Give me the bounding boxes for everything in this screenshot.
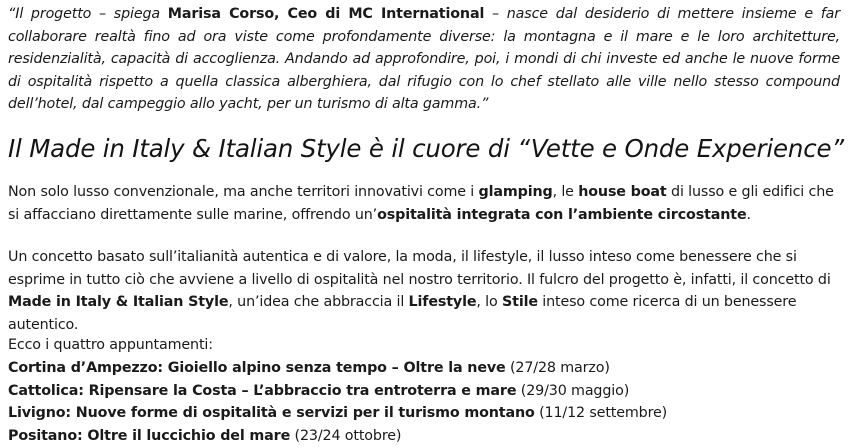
- bold-run: ospitalità integrata con l’ambiente circostante: [377, 206, 747, 223]
- quote-paragraph: [8, 3, 840, 116]
- text-run: , un’idea che abbraccia il: [228, 294, 409, 310]
- bold-run: Stile: [502, 294, 538, 310]
- event-date: (29/30 maggio): [516, 382, 630, 399]
- text-run: di lusso e gli edifici che si affacciano direttamente sulle marine, offrendo un’: [8, 184, 834, 223]
- paragraph-concept: [8, 246, 844, 336]
- event-title: Livigno: Nuove forme di ospitalità e servizi per il turismo montano: [8, 405, 535, 421]
- text-run: Un concetto basato sull’italianità autentica e di valore, la moda, il lifestyle, il lusso inteso come benessere che si esprime in tutto ciò che avviene a livello di ospitalità nel nostro territorio. Il fulcro del progetto è, infatti, il concetto di: [8, 249, 831, 288]
- event-title: Cattolica: Ripensare la Costa – L’abbraccio tra entroterra e mare: [8, 382, 517, 399]
- section-heading: Il Made in Italy & Italian Style è il cuore di “Vette e Onde Experience”: [8, 134, 844, 163]
- text-run: .: [746, 206, 751, 223]
- quote-text: – nasce dal desiderio di mettere insieme e far collaborare realtà fino ad ora viste come profondamente diverse: la montagna e il mare e le loro architetture, residenzialità, capacità di accoglienza. Andando ad approfondire, poi, i mondi di chi investe ed anche le nuove forme di ospitalità rispetto a quella classica alberghiera, dal rifugio con lo chef stellato alle ville nello stesso compound dell’hotel, dal campeggio allo yacht, per un turismo di alta gamma.”: [8, 6, 840, 112]
- event-date: (11/12 settembre): [534, 405, 668, 421]
- event-date: (27/28 marzo): [505, 360, 610, 376]
- list-item: [8, 357, 667, 380]
- text-run: , lo: [476, 294, 502, 310]
- event-title: Positano: Oltre il luccichio del mare: [8, 427, 291, 444]
- bold-run: Made in Italy & Italian Style: [8, 294, 229, 310]
- bold-run: Lifestyle: [408, 294, 477, 310]
- event-date: (23/24 ottobre): [290, 427, 402, 444]
- bold-run: glamping: [478, 184, 553, 200]
- text-run: Non solo lusso convenzionale, ma anche territori innovativi come i: [8, 184, 479, 200]
- text-run: , le: [552, 184, 579, 200]
- event-title: Cortina d’Ampezzo: Gioiello alpino senza tempo – Oltre la neve: [8, 360, 506, 376]
- text-run: inteso come ricerca di un benessere autentico.: [8, 294, 797, 333]
- quote-open: “Il progetto – spiega: [8, 6, 168, 22]
- bold-run: house boat: [578, 184, 667, 200]
- paragraph-hospitality: [8, 181, 844, 226]
- list-item: [8, 425, 667, 448]
- quote-speaker: Marisa Corso, Ceo di MC International: [167, 6, 485, 22]
- list-item: [8, 380, 667, 403]
- events-list: [8, 357, 667, 447]
- events-intro: Ecco i quattro appuntamenti:: [8, 337, 213, 353]
- list-item: [8, 402, 667, 425]
